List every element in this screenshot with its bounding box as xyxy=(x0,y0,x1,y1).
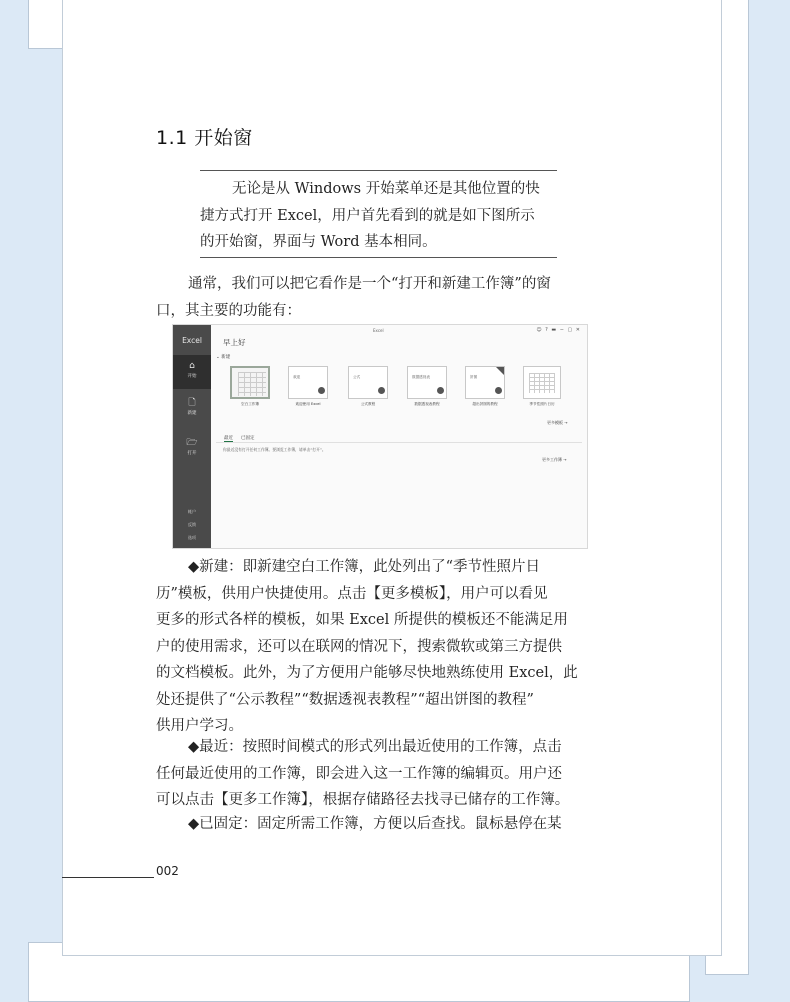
intro-bottom-rule xyxy=(200,257,557,258)
chevron-down-icon: ⌄ xyxy=(216,355,220,360)
corner-marker-icon xyxy=(496,367,504,375)
more-workbooks-link[interactable]: 更多工作簿 → xyxy=(542,457,567,462)
excel-start-screenshot xyxy=(172,324,588,549)
greeting: 早上好 xyxy=(223,338,246,347)
calendar-thumbnail xyxy=(529,373,555,393)
arrow-icon xyxy=(318,387,325,394)
template-blank-workbook[interactable] xyxy=(230,366,270,399)
body-line: 口，其主要的功能有： xyxy=(156,302,301,319)
template-caption: 公式教程 xyxy=(360,402,376,406)
arrow-icon xyxy=(378,387,385,394)
excel-brand: Excel xyxy=(182,336,202,345)
folder-open-icon: 🗁 xyxy=(186,438,198,448)
section-heading xyxy=(156,123,253,150)
footer-rule xyxy=(62,877,154,878)
sidebar-item-label: 新建 xyxy=(187,411,197,416)
template-text: 欢迎 xyxy=(293,375,301,379)
home-icon: ⌂ xyxy=(189,361,195,371)
sidebar-item-home[interactable] xyxy=(173,355,211,389)
intro-line: 的开始窗，界面与 Word 基本相同。 xyxy=(200,234,437,250)
body-paragraph xyxy=(156,271,602,324)
body-line: 可以点击【更多工作簿】，根据存储路径去找寻已储存的工作簿。 xyxy=(156,792,570,808)
page-number: 002 xyxy=(156,864,179,878)
body-line: 任何最近使用的工作簿，即会进入这一工作簿的编辑页。用户还 xyxy=(156,765,562,782)
body-line: 更多的形式各样的模板，如果 Excel 所提供的模板还不能满足用 xyxy=(156,612,568,628)
tab-recent[interactable]: 最近 xyxy=(224,436,233,441)
sidebar-item-account[interactable]: 帐户 xyxy=(188,509,196,514)
new-section-label[interactable] xyxy=(216,354,230,360)
grid-thumbnail xyxy=(238,372,266,396)
template-text: 公式 xyxy=(353,375,361,379)
template-caption: 欢迎使用 Excel xyxy=(295,402,321,406)
template-caption: 季节性照片日历 xyxy=(529,402,555,406)
recent-empty-message: 你最近没有打开任何工作簿。要浏览工作簿，请单击“打开”。 xyxy=(223,447,326,452)
template-formula[interactable] xyxy=(348,366,388,399)
intro-box xyxy=(200,176,557,256)
body-line: ◆最近：按照时间模式的形式列出最近使用的工作簿，点击 xyxy=(188,739,562,755)
template-beyond-pie[interactable] xyxy=(465,366,505,399)
arrow-icon xyxy=(495,387,502,394)
body-line: 通常，我们可以把它看作是一个“打开和新建工作簿”的窗 xyxy=(188,276,551,292)
body-line: 户的使用需求，还可以在联网的情况下，搜索微软或第三方提供 xyxy=(156,638,562,655)
section-number: 1.1 xyxy=(156,127,188,149)
bullet-recent xyxy=(156,734,602,814)
sidebar-item-label: 打开 xyxy=(187,451,197,456)
body-line: 历”模板，供用户快捷使用。点击【更多模板】，用户可以看见 xyxy=(156,585,548,602)
excel-sidebar xyxy=(173,325,211,549)
window-controls[interactable]: ☺ ? ▬ − ▢ ✕ xyxy=(536,327,581,333)
template-photo-calendar[interactable] xyxy=(523,366,561,399)
body-line: 的文档模板。此外，为了方便用户能够尽快地熟练使用 Excel，此 xyxy=(156,665,578,681)
template-caption: 超出饼图的教程 xyxy=(472,402,498,406)
bullet-new xyxy=(156,554,602,740)
body-line: 处还提供了“公示教程”“数据透视表教程”“超出饼图的教程” xyxy=(156,691,534,708)
sidebar-item-feedback[interactable]: 反馈 xyxy=(188,522,196,527)
sidebar-item-new[interactable] xyxy=(173,398,211,416)
tab-pinned[interactable]: 已固定 xyxy=(241,436,255,441)
more-templates-link[interactable]: 更多模板 → xyxy=(547,420,568,425)
body-line: ◆已固定：固定所需工作簿，方便以后查找。鼠标悬停在某 xyxy=(188,816,562,832)
sidebar-item-open[interactable] xyxy=(173,438,211,456)
new-label-text: 新建 xyxy=(221,355,231,360)
new-document-icon: 🗋 xyxy=(188,398,196,408)
template-caption: 数据透视表教程 xyxy=(414,402,440,406)
section-title-text: 开始窗 xyxy=(194,127,253,149)
sidebar-item-label: 开始 xyxy=(187,374,197,379)
intro-line: 无论是从 Windows 开始菜单还是其他位置的快 xyxy=(232,181,540,197)
intro-top-rule xyxy=(200,170,557,171)
template-pivot[interactable] xyxy=(407,366,447,399)
arrow-icon xyxy=(437,387,444,394)
template-text: 数据透视表 xyxy=(412,375,430,379)
window-title: Excel xyxy=(373,328,384,333)
template-text: 饼图 xyxy=(470,375,478,379)
intro-line: 捷方式打开 Excel，用户首先看到的就是如下图所示 xyxy=(200,207,535,224)
body-line: 供用户学习。 xyxy=(156,718,243,734)
tabs-divider xyxy=(216,442,582,443)
template-caption: 空白工作簿 xyxy=(241,402,259,406)
sidebar-item-options[interactable]: 选项 xyxy=(188,535,196,540)
bullet-pinned xyxy=(156,811,602,838)
body-line: ◆新建：即新建空白工作簿，此处列出了“季节性照片日 xyxy=(188,559,541,575)
template-welcome[interactable] xyxy=(288,366,328,399)
